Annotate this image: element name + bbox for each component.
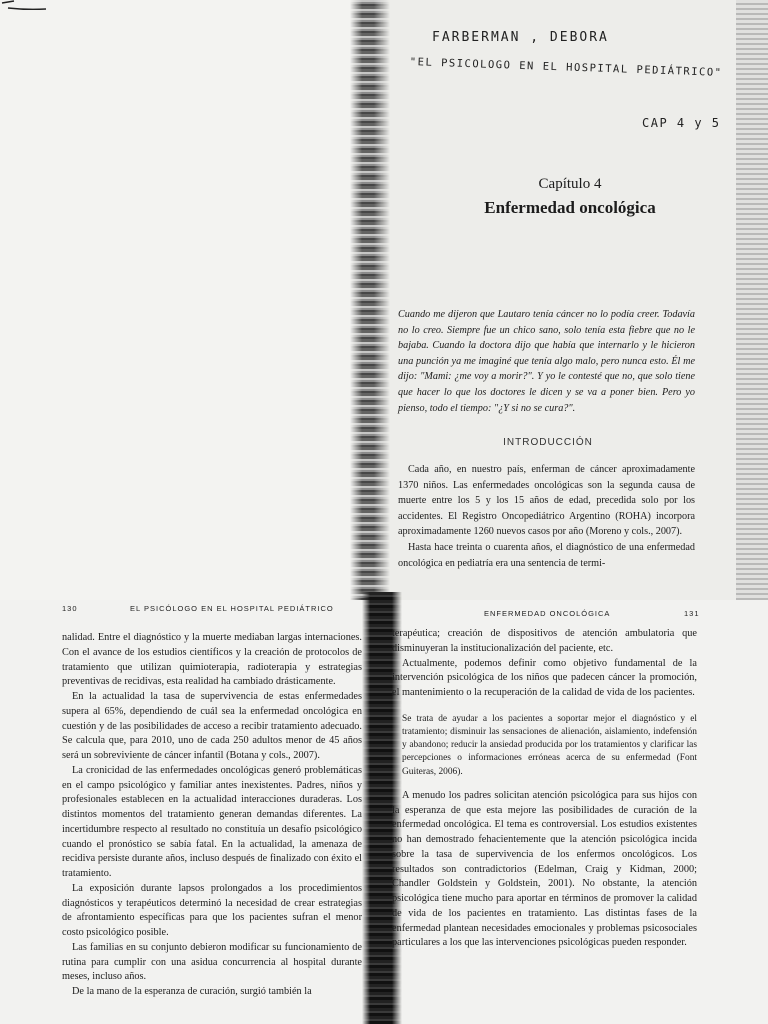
handwritten-chapters: CAP 4 y 5 — [642, 116, 721, 130]
intro-paragraph-1: Cada año, en nuestro país, enferman de cáncer aproximadamente 1370 niños. Las enfermedades oncológicas son la segunda causa de muerte entre los 5 y los 15 años de edad, precedida solo por los accidentes. El Registro Oncopediátrico Argentino (ROHA) incorpora aproximadamente 1260 nuevos casos por año (Moreno y cols., 2007). — [398, 464, 695, 538]
body-paragraph: En la actualidad la tasa de supervivencia de estas enfermedades supera al 65%, dependiendo de cuál sea la enfermedad oncológica en cuestión y de las posibilidades de acceso a recibir tratamiento adecuado. Se calcula que, para 2010, uno de cada 250 adultos menor de 45 años será un sobreviviente de cáncer infantil (Botana y cols., 2007). — [62, 691, 362, 761]
body-paragraph: nalidad. Entre el diagnóstico y la muerte mediaban largas internaciones. Con el avance de los estudios científicos y la creación de protocolos de tratamiento que utilizan quimioterapia, radioterapia y estrategias preventivas de recidivas, esta realidad ha cambiado drásticamente. — [62, 632, 362, 688]
body-paragraph: Actualmente, podemos definir como objetivo fundamental de la intervención psicológica de los niños que padecen cáncer la promoción, el mantenimiento o la recuperación de la calidad de vida de los pacientes. — [392, 657, 697, 698]
chapter-title: Enfermedad oncológica — [484, 198, 656, 217]
body-paragraph: A menudo los padres solicitan atención psicológica para sus hijos con la esperanza de que esta mejore las posibilidades de curación de la enfermedad oncológica. El tema es controversial. Los estudios existentes no han demostrado fehacientemente que la atención psicológica incida sobre la tasa de supervivencia de los enfermos oncológicos. Los resultados son contradictorios (Edelman, Craig y Kidman, 2000; Chandler Goldstein y Goldstein, 2001). No obstante, la atención psicológica tiene mucho para aportar en términos de promover la calidad de vida de los pacientes en tratamiento. Las distintas fases de la enfermedad plantean necesidades emocionales y problemas psicosociales particulares a los que las intervenciones psicológicas pueden responder. — [392, 789, 697, 949]
page-number-130: 130 — [62, 604, 78, 613]
page-number-131: 131 — [684, 609, 700, 618]
section-heading: INTRODUCCIÓN — [503, 437, 593, 448]
blank-left-page-top — [0, 0, 370, 600]
scan-gutter-shadow — [350, 0, 390, 600]
page-130-body — [62, 631, 362, 1000]
scan-page-edge — [736, 0, 768, 600]
intro-body — [398, 462, 695, 571]
intro-paragraph-2: Hasta hace treinta o cuarenta años, el diagnóstico de una enfermedad oncológica en pediatría era una sentencia de termi- — [398, 541, 695, 569]
chapter-label: Capítulo 4 — [538, 176, 602, 192]
body-paragraph: La cronicidad de las enfermedades oncológicas generó problemáticas en el campo psicológico y familiar antes inexistentes. Padres, niños y profesionales establecen en la actualidad interacciones duraderas. Los distintos momentos del tratamiento generan demandas diferentes. La incertidumbre respecto al resultado no constituía un desafío psicológico cuando el pronóstico se sabía fatal. En la actualidad, la amenaza de recidiva persiste durante años, incluso después de finalizado con éxito el tratamiento. — [62, 764, 362, 879]
block-quote: Se trata de ayudar a los pacientes a soportar mejor el diagnóstico y el tratamiento; disminuir las sensaciones de alienación, aislamiento, indefensión y abandono; reducir la ansiedad producida por los tratamientos y clarificar las percepciones o informaciones erróneas acerca de su enfermedad (Font Guiteras, 2006). — [402, 713, 697, 777]
running-head-left: EL PSICÓLOGO EN EL HOSPITAL PEDIÁTRICO — [130, 604, 334, 613]
epigraph-text: Cuando me dijeron que Lautaro tenía cáncer no lo podía creer. Todavía no lo creo. Siempre fue un chico sano, solo tenía esta fiebre que no le bajaba. Cuando la doctora dijo que había que internarlo y le hicieron una punción ya me imaginé que tenía algo malo, pero nunca esto. Él me dijo: "Mami: ¿me voy a morir?". Y yo le contesté que no, que solo tiene que hacer lo que los doctores le dicen y se va a poner bien. Pero yo pienso, todo el tiempo: "¿Y si no se cura?". — [398, 309, 695, 414]
body-paragraph: La exposición durante lapsos prolongados a los procedimientos diagnósticos y terapéuticos determinó la necesidad de crear estrategias de afrontamiento específicas para que los pacientes sufran el menor costo psicológico posible. — [62, 882, 362, 938]
body-paragraph: Las familias en su conjunto debieron modificar su funcionamiento de rutina para cumplir con una asidua concurrencia al hospital durante meses, incluso años. — [62, 941, 362, 983]
handwritten-author: FARBERMAN , DEBORA — [432, 30, 609, 45]
body-paragraph: De la mano de la esperanza de curación, surgió también la — [72, 986, 312, 997]
running-head-right: ENFERMEDAD ONCOLÓGICA — [484, 609, 611, 618]
handwritten-book-title: "EL PSICOLOGO EN EL HOSPITAL PEDIÁTRICO" — [409, 56, 723, 79]
body-paragraph: terapéutica; creación de dispositivos de atención ambulatoria que disminuyeran la institucionalización del paciente, etc. — [392, 628, 697, 654]
page-131-body — [392, 627, 697, 951]
corner-scribble-icon — [0, 0, 48, 14]
epigraph — [398, 307, 695, 416]
